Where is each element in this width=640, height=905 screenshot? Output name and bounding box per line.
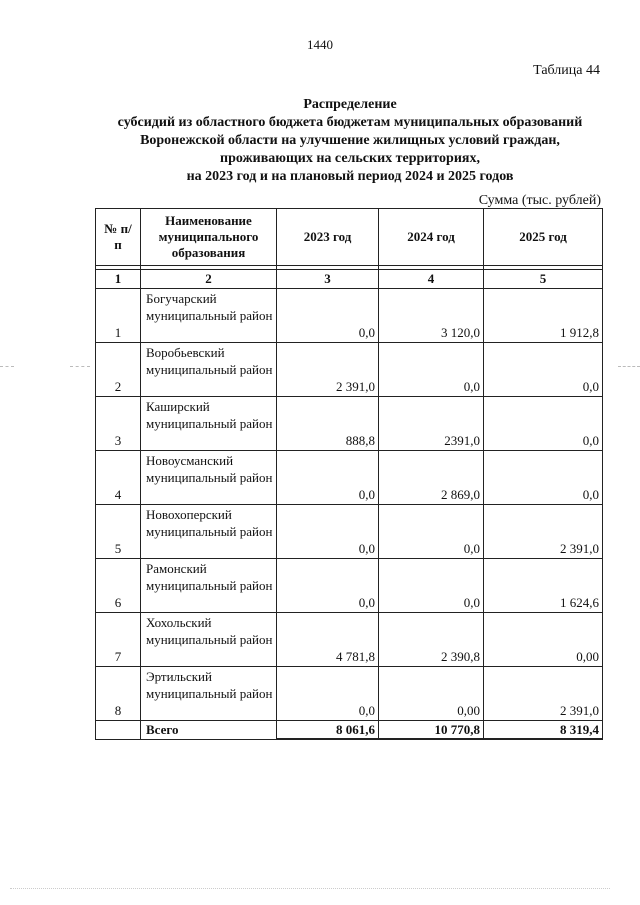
row-number: 6 <box>96 559 141 613</box>
row-number: 2 <box>96 343 141 397</box>
municipality-name: Каширский муниципальный район <box>141 397 277 451</box>
header-name: Наименование муниципального образования <box>141 209 277 266</box>
document-title <box>60 96 640 186</box>
value-2024: 2391,0 <box>379 397 484 451</box>
total-row <box>96 721 603 740</box>
row-number: 5 <box>96 505 141 559</box>
column-number: 5 <box>484 270 603 289</box>
municipality-name: Богучарский муниципальный район <box>141 289 277 343</box>
header-2025: 2025 год <box>484 209 603 266</box>
title-line: Воронежской области на улучшение жилищных условий граждан, <box>140 133 560 148</box>
table-row <box>96 343 603 397</box>
table-row <box>96 505 603 559</box>
row-number: 7 <box>96 613 141 667</box>
municipality-name: Новохоперский муниципальный район <box>141 505 277 559</box>
total-2023: 8 061,6 <box>277 721 379 740</box>
municipality-name: Хохольский муниципальный район <box>141 613 277 667</box>
value-2023: 888,8 <box>277 397 379 451</box>
column-number: 1 <box>96 270 141 289</box>
row-number: 3 <box>96 397 141 451</box>
municipality-name: Рамонский муниципальный район <box>141 559 277 613</box>
header-2024: 2024 год <box>379 209 484 266</box>
value-2025: 0,0 <box>484 343 603 397</box>
value-2025: 1 624,6 <box>484 559 603 613</box>
header-num: № п/п <box>96 209 141 266</box>
value-2024: 0,00 <box>379 667 484 721</box>
total-2024: 10 770,8 <box>379 721 484 740</box>
row-number: 8 <box>96 667 141 721</box>
value-2024: 0,0 <box>379 559 484 613</box>
value-2023: 0,0 <box>277 667 379 721</box>
scan-artifact <box>0 366 14 368</box>
municipality-name: Воробьевский муниципальный район <box>141 343 277 397</box>
table-row <box>96 451 603 505</box>
page-number: 1440 <box>307 37 333 52</box>
distribution-table <box>95 208 603 740</box>
scan-artifact <box>10 888 610 889</box>
municipality-name: Эртильский муниципальный район <box>141 667 277 721</box>
value-2025: 0,00 <box>484 613 603 667</box>
row-number: 4 <box>96 451 141 505</box>
table-label: Таблица 44 <box>533 63 600 78</box>
title-line: субсидий из областного бюджета бюджетам муниципальных образований <box>117 115 583 130</box>
column-number: 2 <box>141 270 277 289</box>
table-row <box>96 559 603 613</box>
header-row <box>96 209 603 266</box>
total-num-cell <box>96 721 141 740</box>
value-2025: 0,0 <box>484 451 603 505</box>
scan-artifact <box>70 366 90 368</box>
value-2025: 2 391,0 <box>484 667 603 721</box>
value-2023: 0,0 <box>277 559 379 613</box>
table-row <box>96 397 603 451</box>
value-2024: 0,0 <box>379 505 484 559</box>
value-2023: 0,0 <box>277 451 379 505</box>
title-line: Распределение <box>303 97 397 112</box>
value-2024: 0,0 <box>379 343 484 397</box>
column-number: 4 <box>379 270 484 289</box>
value-2025: 1 912,8 <box>484 289 603 343</box>
value-2024: 2 869,0 <box>379 451 484 505</box>
column-number: 3 <box>277 270 379 289</box>
total-label: Всего <box>141 721 277 740</box>
title-line: на 2023 год и на плановый период 2024 и 2025 годов <box>186 169 514 184</box>
value-2025: 0,0 <box>484 397 603 451</box>
column-number-row <box>96 270 603 289</box>
table-row <box>96 613 603 667</box>
value-2025: 2 391,0 <box>484 505 603 559</box>
municipality-name: Новоусманский муниципальный район <box>141 451 277 505</box>
table-row <box>96 289 603 343</box>
row-number: 1 <box>96 289 141 343</box>
scan-artifact <box>618 366 640 368</box>
units-label: Сумма (тыс. рублей) <box>478 193 601 208</box>
total-2025: 8 319,4 <box>484 721 603 740</box>
header-2023: 2023 год <box>277 209 379 266</box>
value-2023: 4 781,8 <box>277 613 379 667</box>
value-2024: 3 120,0 <box>379 289 484 343</box>
value-2024: 2 390,8 <box>379 613 484 667</box>
value-2023: 0,0 <box>277 505 379 559</box>
title-line: проживающих на сельских территориях, <box>220 151 480 166</box>
value-2023: 2 391,0 <box>277 343 379 397</box>
table-row <box>96 667 603 721</box>
value-2023: 0,0 <box>277 289 379 343</box>
